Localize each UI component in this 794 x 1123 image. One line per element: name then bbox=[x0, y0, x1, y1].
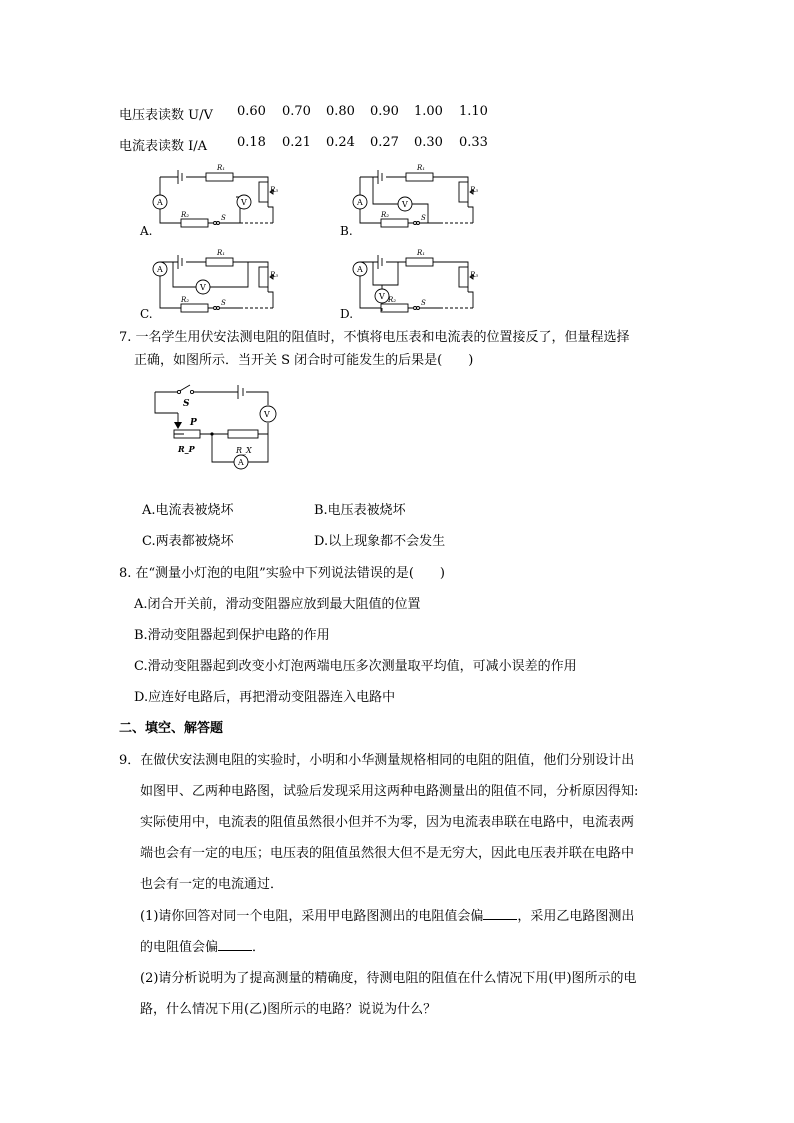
q8-option-b: B.滑动变阻器起到保护电路的作用 bbox=[134, 628, 330, 643]
voltage-value: 1.10 bbox=[459, 104, 488, 119]
option-a-label: A. bbox=[140, 224, 153, 238]
current-value: 0.30 bbox=[414, 135, 443, 150]
voltmeter-label: V bbox=[200, 283, 206, 292]
option-b-label: B. bbox=[340, 224, 353, 238]
q9-line: 9．在做伏安法测电阻的实验时，小明和小华测量规格相同的电阻的阻值，他们分别设计出 bbox=[119, 753, 635, 768]
q7-circuit-figure bbox=[150, 380, 290, 476]
r3-label: R₃ bbox=[470, 186, 479, 194]
r1-label: R₁ bbox=[217, 164, 226, 172]
slider-label: P bbox=[190, 418, 197, 428]
option-c-label: C. bbox=[140, 307, 153, 320]
switch-label: S bbox=[221, 299, 226, 307]
current-value: 0.18 bbox=[237, 135, 266, 150]
r1-label: R₁ bbox=[417, 164, 426, 172]
ammeter-label: A bbox=[357, 265, 363, 274]
q9-line: 也会有一定的电流通过． bbox=[140, 877, 284, 892]
q7-option-b: B.电压表被烧坏 bbox=[314, 503, 406, 518]
voltmeter-label: V bbox=[264, 410, 270, 419]
q8-option-c: C.滑动变阻器起到改变小灯泡两端电压多次测量取平均值，可减小误差的作用 bbox=[134, 659, 577, 674]
r3-label: R₃ bbox=[470, 271, 479, 279]
q7-option-a: A.电流表被烧坏 bbox=[142, 503, 234, 518]
q7-option-d: D.以上现象都不会发生 bbox=[314, 534, 446, 549]
current-label: 电流表读数 I/A bbox=[119, 139, 208, 154]
q9-sub2-line2: 路，什么情况下用(乙)图所示的电路？说说为什么？ bbox=[140, 1002, 437, 1017]
rx-label: R_X bbox=[236, 446, 252, 455]
q9-line: 实际使用中，电流表的阻值虽然很小但并不为零，因为电流表串联在电路中，电流表两 bbox=[140, 815, 635, 830]
voltage-label: 电压表读数 U/V bbox=[119, 108, 213, 123]
ammeter-label: A bbox=[157, 265, 163, 274]
voltage-value: 0.70 bbox=[282, 104, 311, 119]
q9-line: 如图甲、乙两种电路图，试验后发现采用这两种电路测量出的阻值不同，分析原因得知: bbox=[140, 784, 639, 799]
section-heading: 二、填空、解答题 bbox=[119, 721, 224, 736]
current-value: 0.21 bbox=[282, 135, 311, 150]
voltage-value: 0.80 bbox=[326, 104, 355, 119]
voltage-value: 0.90 bbox=[370, 104, 399, 119]
q9-line: 端也会有一定的电压；电压表的阻值虽然很大但不是无穷大，因此电压表并联在电路中 bbox=[140, 846, 635, 861]
q9-sub1-line2 bbox=[140, 936, 265, 955]
voltage-value: 0.60 bbox=[237, 104, 266, 119]
voltage-value: 1.00 bbox=[414, 104, 443, 119]
r1-label: R₁ bbox=[417, 249, 426, 257]
q9-sub1-line1 bbox=[140, 905, 634, 924]
r2-label: R₂ bbox=[181, 296, 190, 304]
circuit-c bbox=[153, 249, 278, 312]
ammeter-label: A bbox=[357, 198, 363, 207]
q7-stem-line2: 正确，如图所示．当开关 S 闭合时可能发生的后果是( ) bbox=[134, 353, 474, 368]
q8-option-d: D.应连好电路后，再把滑动变阻器连入电路中 bbox=[134, 690, 396, 705]
circuit-a bbox=[153, 164, 278, 227]
r2-label: R₂ bbox=[181, 211, 190, 219]
option-d-label: D. bbox=[340, 307, 354, 320]
current-value: 0.24 bbox=[326, 135, 355, 150]
ammeter-label: A bbox=[238, 458, 244, 467]
answer-blank-1[interactable] bbox=[483, 907, 517, 920]
voltmeter-label: V bbox=[402, 200, 408, 209]
q9-sub1-text: (1)请你回答对同一个电阻，采用甲电路图测出的电阻值会偏 bbox=[140, 909, 484, 924]
q8-option-a: A.闭合开关前，滑动变阻器应放到最大阻值的位置 bbox=[134, 597, 421, 612]
switch-label: S bbox=[421, 299, 426, 307]
rheostat-label: R_P bbox=[178, 444, 195, 454]
ammeter-label: A bbox=[157, 198, 163, 207]
r3-label: R₃ bbox=[270, 186, 279, 194]
switch-label: S bbox=[183, 399, 190, 409]
q7-option-c: C.两表都被烧坏 bbox=[142, 534, 234, 549]
answer-blank-2[interactable] bbox=[218, 938, 252, 951]
r2-label: R₂ bbox=[388, 296, 397, 304]
voltmeter-label: V bbox=[241, 198, 247, 207]
circuit-d bbox=[353, 249, 478, 312]
current-value: 0.27 bbox=[370, 135, 399, 150]
q7-stem-line1: 7. 一名学生用伏安法测电阻的阻值时，不慎将电压表和电流表的位置接反了，但量程选择 bbox=[119, 330, 630, 345]
q9-sub1-text: ，采用乙电路图测出 bbox=[517, 909, 635, 924]
q9-sub2-line1: (2)请分析说明为了提高测量的精确度，待测电阻的阻值在什么情况下用(甲)图所示的电 bbox=[140, 971, 637, 986]
switch-label: S bbox=[421, 214, 426, 222]
voltmeter-label: V bbox=[379, 292, 385, 301]
q8-stem: 8. 在“测量小灯泡的电阻”实验中下列说法错误的是( ) bbox=[119, 566, 445, 581]
r3-label: R₃ bbox=[270, 271, 279, 279]
current-value: 0.33 bbox=[459, 135, 488, 150]
switch-label: S bbox=[221, 214, 226, 222]
q9-sub1-text: 的电阻值会偏 bbox=[140, 940, 219, 955]
q9-sub1-text: ． bbox=[252, 940, 266, 955]
r1-label: R₁ bbox=[217, 249, 226, 257]
q6-circuit-figures bbox=[138, 160, 483, 320]
circuit-b bbox=[353, 164, 478, 227]
r2-label: R₂ bbox=[381, 211, 390, 219]
